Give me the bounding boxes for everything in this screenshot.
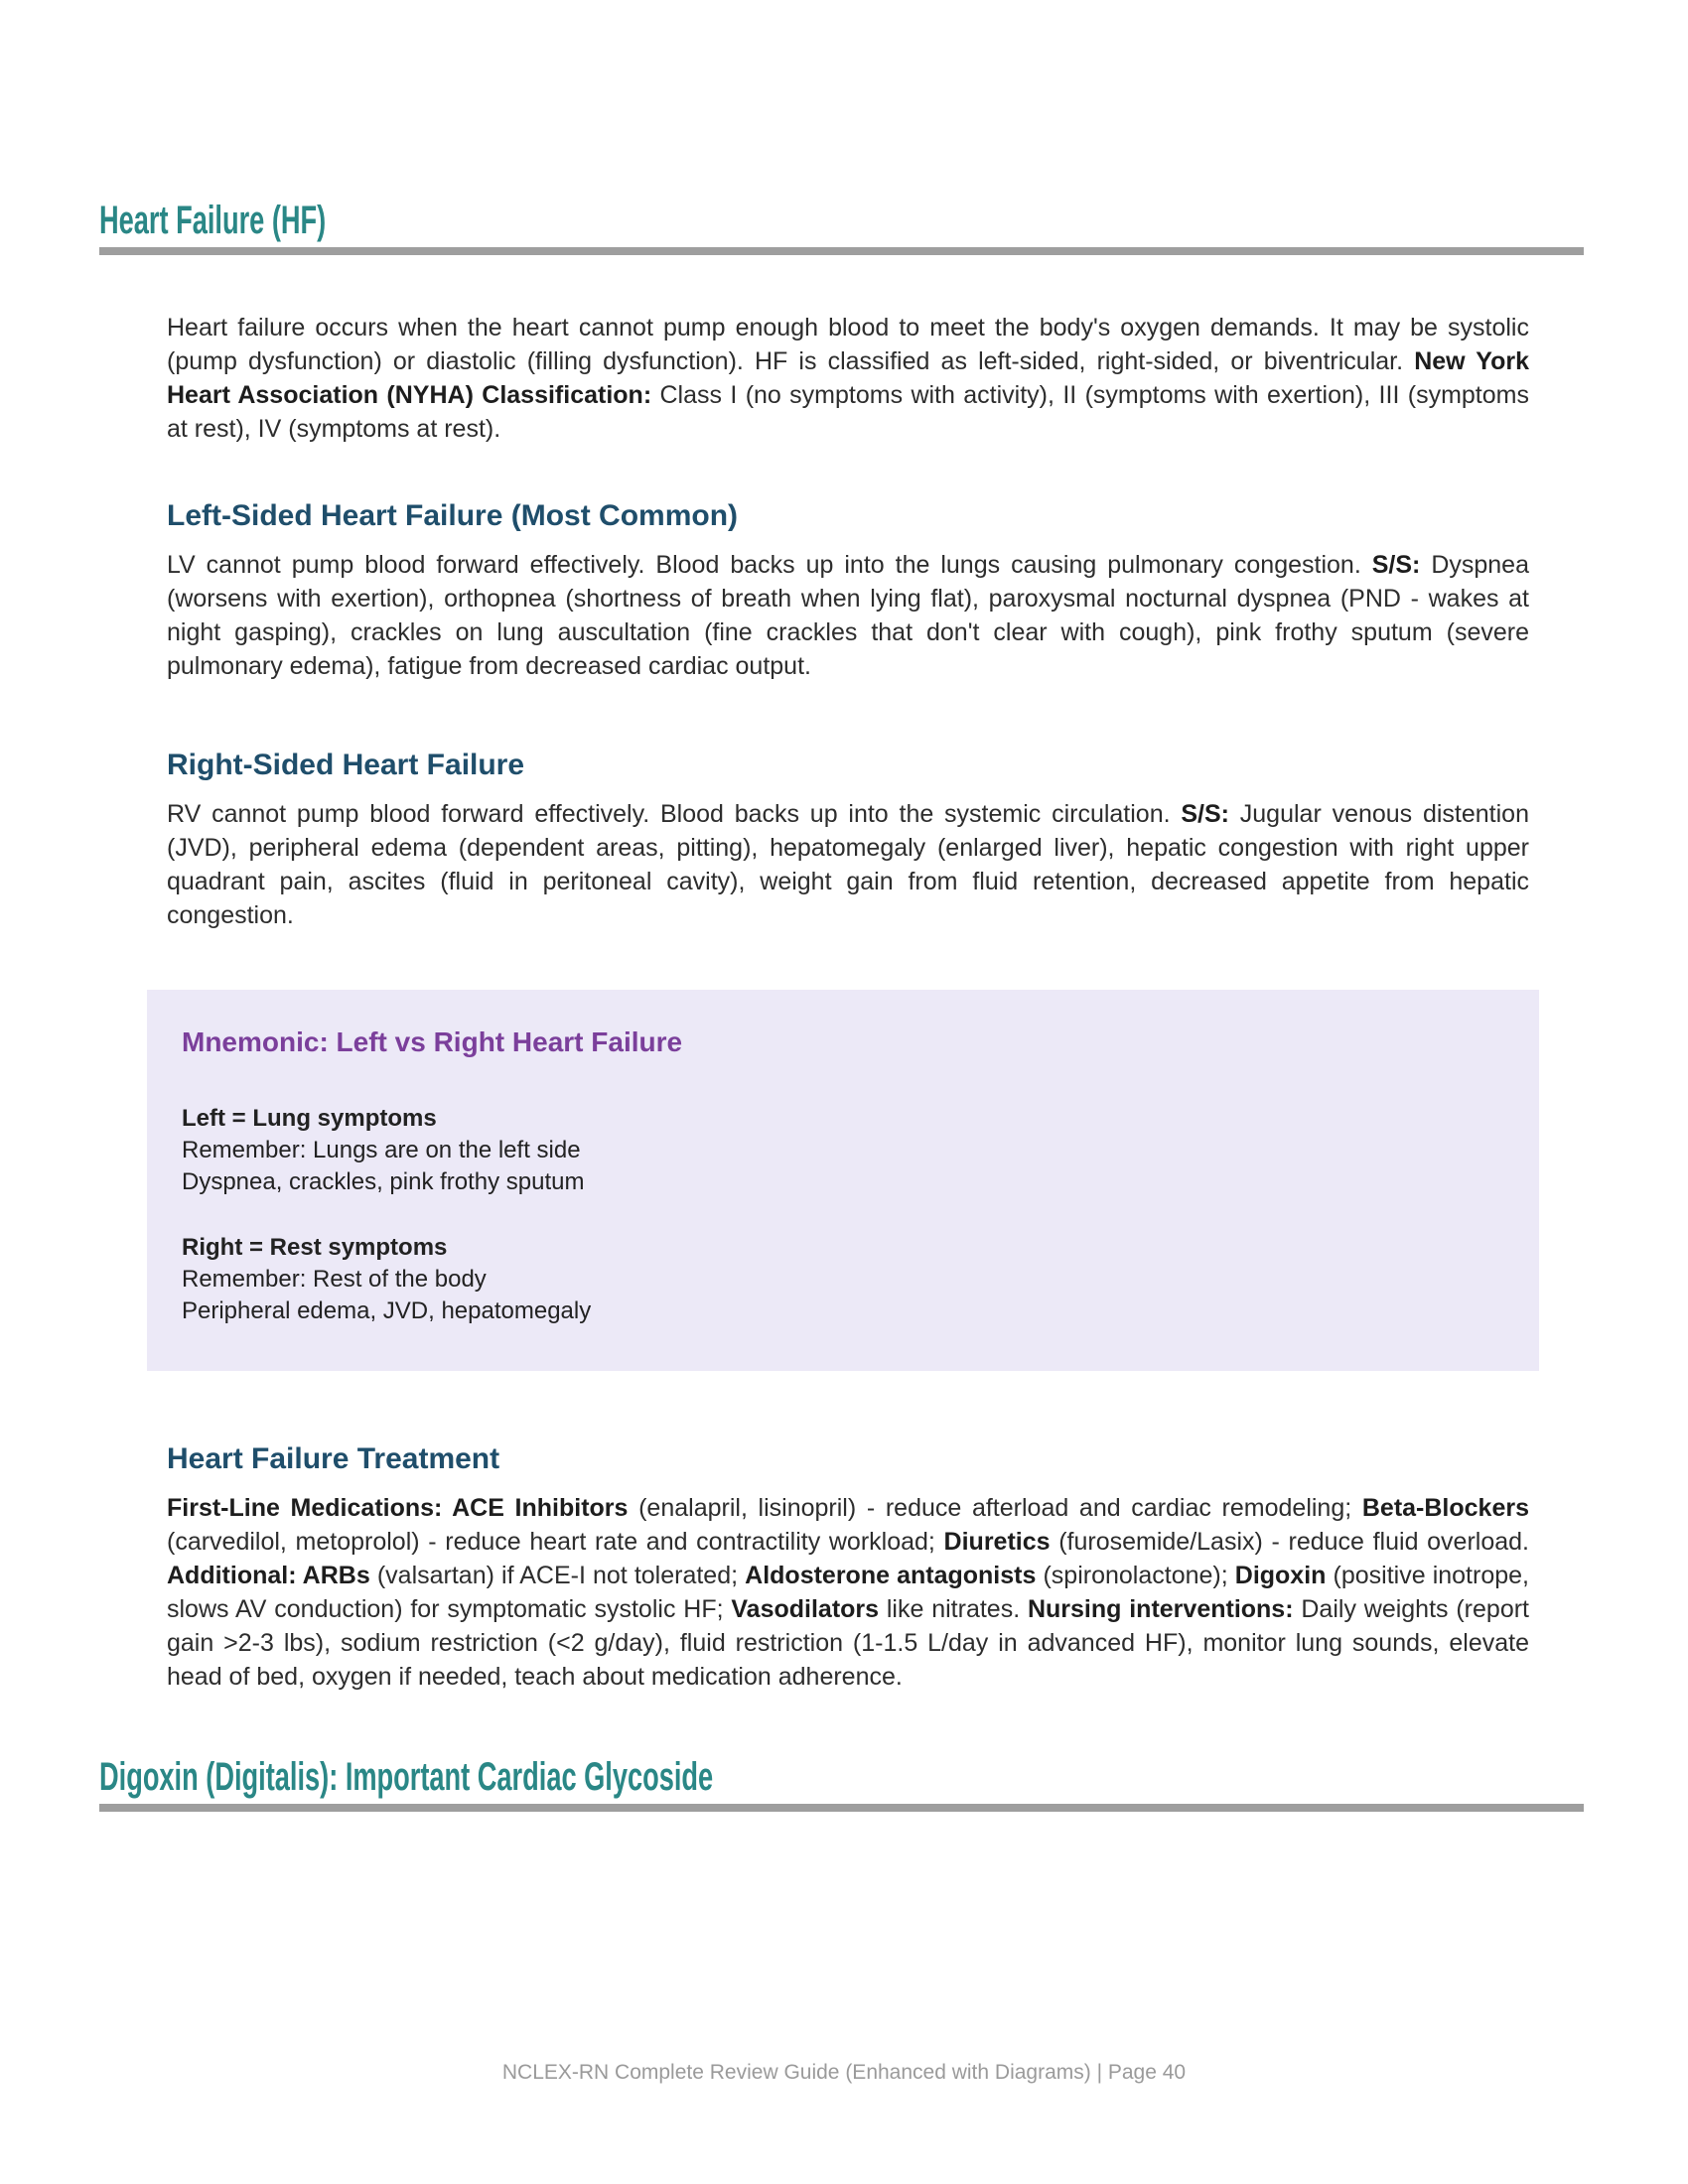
treatment-paragraph: First-Line Medications: ACE Inhibitors (enalapril, lisinopril) - reduce afterload and cardiac remodeling; Beta-Blockers (carvedilol, metoprolol) - reduce heart rate and contractility workload; Diuretics (furosemide/Lasix) - reduce fluid overload. Additional: ARBs (valsartan) if ACE-I not tolerated; Aldosterone antagonists (spironolactone); Digoxin (positive inotrope, slows AV conduction) for symptomatic systolic HF; Vasodilators like nitrates. Nursing interventions: Daily weights (report gain >2-3 lbs), sodium restriction (<2 g/day), fluid restriction (1-1.5 L/day in advanced HF), monitor lung sounds, elevate head of bed, oxygen if needed, teach about medication adherence. [167,1494,1529,1691]
section-title-heart-failure: Heart Failure (HF) [99,199,327,242]
subheading-left-sided-heart-failure: Left-Sided Heart Failure (Most Common) [167,499,739,532]
mnemonic-heading: Mnemonic: Left vs Right Heart Failure [182,1026,683,1057]
subheading-heart-failure-treatment: Heart Failure Treatment [167,1442,500,1475]
subheading-right-sided-heart-failure: Right-Sided Heart Failure [167,749,525,781]
heart-failure-intro-paragraph: Heart failure occurs when the heart cannot pump enough blood to meet the body's oxygen demands. It may be systolic (pump dysfunction) or diastolic (filling dysfunction). HF is classified as left-sided, right-sided, or biventricular. New York Heart Association (NYHA) Classification: Class I (no symptoms with activity), II (symptoms with exertion), III (symptoms at rest), IV (symptoms at rest). [167,314,1529,443]
mnemonic-right-block [182,1232,1501,1327]
mnemonic-left-title: Left = Lung symptoms [182,1105,437,1132]
mnemonic-right-line-2: Peripheral edema, JVD, hepatomegaly [182,1297,592,1324]
left-sided-paragraph: LV cannot pump blood forward effectively. Blood backs up into the lungs causing pulmonary congestion. S/S: Dyspnea (worsens with exertion), orthopnea (shortness of breath when lying flat), paroxysmal nocturnal dyspnea (PND - wakes at night gasping), crackles on lung auscultation (fine crackles that don't clear with cough), pink frothy sputum (severe pulmonary edema), fatigue from decreased cardiac output. [167,551,1529,680]
mnemonic-left-line-1: Remember: Lungs are on the left side [182,1137,581,1163]
page-footer: NCLEX-RN Complete Review Guide (Enhanced with Diagrams) | Page 40 [501,2061,1187,2084]
mnemonic-right-title: Right = Rest symptoms [182,1234,448,1261]
mnemonic-left-block [182,1103,1501,1198]
section-title-rule [99,247,1584,255]
section-title-rule-2 [99,1804,1584,1812]
section-title-digoxin: Digoxin (Digitalis): Important Cardiac Glycoside [99,1755,714,1799]
mnemonic-left-line-2: Dyspnea, crackles, pink frothy sputum [182,1168,585,1195]
right-sided-paragraph: RV cannot pump blood forward effectively. Blood backs up into the systemic circulation. S/S: Jugular venous distention (JVD), peripheral edema (dependent areas, pitting), hepatomegaly (enlarged liver), hepatic congestion with right upper quadrant pain, ascites (fluid in peritoneal cavity), weight gain from fluid retention, decreased appetite from hepatic congestion. [167,800,1529,929]
mnemonic-right-line-1: Remember: Rest of the body [182,1266,487,1293]
mnemonic-callout-box [147,990,1539,1371]
